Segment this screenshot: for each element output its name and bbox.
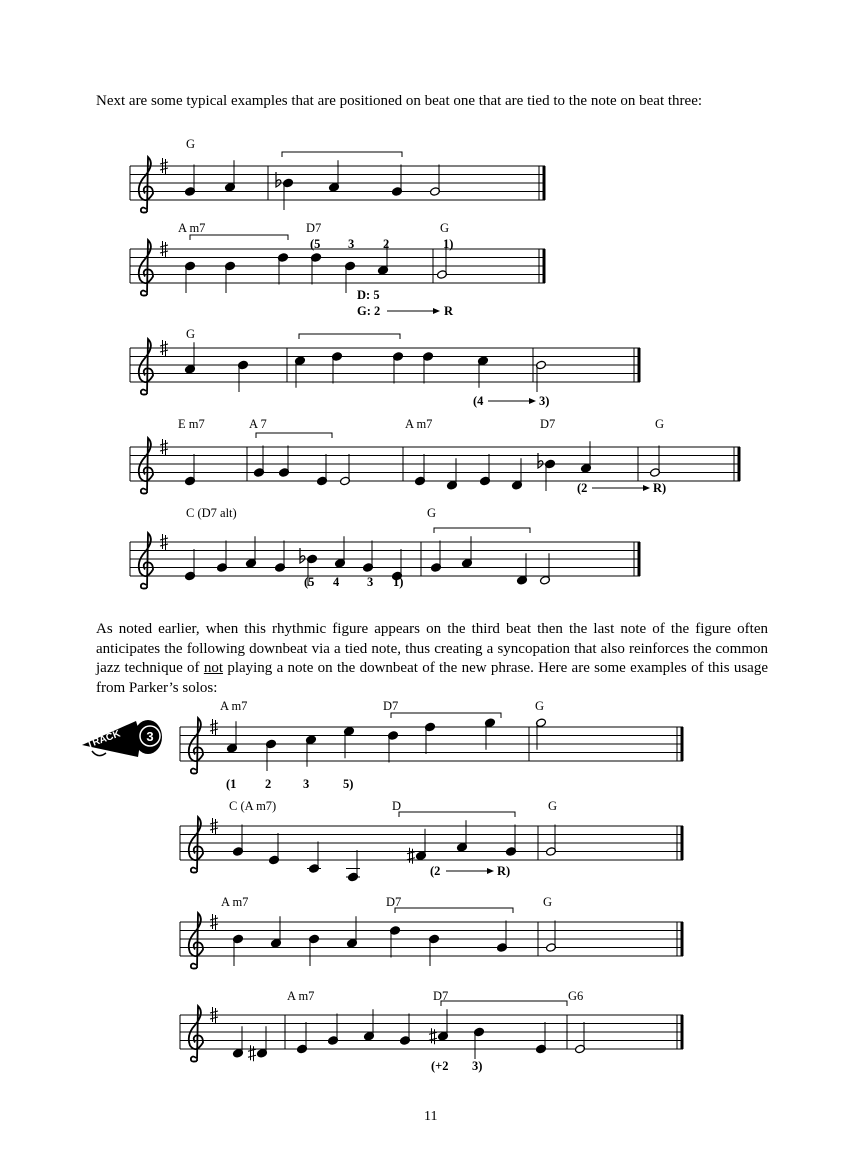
chord-symbol: D7 bbox=[386, 895, 402, 909]
interval-label: 3 bbox=[303, 777, 310, 791]
phrase-bracket bbox=[391, 713, 501, 718]
treble-clef-icon bbox=[139, 157, 153, 213]
chord-symbol: C (A m7) bbox=[229, 799, 277, 813]
interval-label: 5) bbox=[343, 777, 354, 791]
chord-symbol: G bbox=[186, 327, 196, 341]
interval-label: 3 bbox=[367, 575, 374, 589]
interval-label: R) bbox=[497, 864, 511, 878]
chord-symbol: G bbox=[186, 137, 196, 151]
chord-symbol: A 7 bbox=[249, 417, 267, 431]
treble-clef-icon bbox=[189, 817, 203, 873]
track-label: TRACK bbox=[85, 728, 122, 751]
paragraph-text: playing a note on the downbeat of the new phrase. Here are some examples of this usage from Parker’s solos: bbox=[96, 660, 768, 696]
phrase-bracket bbox=[299, 334, 400, 339]
chord-symbol: D7 bbox=[433, 989, 449, 1003]
treble-clef-icon bbox=[189, 1006, 203, 1062]
paragraph-emphasis: not bbox=[203, 660, 224, 676]
chord-symbol: G bbox=[543, 895, 553, 909]
chord-symbol: D7 bbox=[540, 417, 556, 431]
arrow-head-icon bbox=[643, 485, 650, 491]
arrow-head-icon bbox=[529, 398, 536, 404]
interval-label: 2 bbox=[265, 777, 272, 791]
treble-clef-icon bbox=[139, 339, 153, 395]
chord-symbol: G bbox=[440, 221, 450, 235]
treble-clef-icon bbox=[139, 438, 153, 494]
interval-label: (5 bbox=[304, 575, 315, 589]
interval-label: 1) bbox=[393, 575, 404, 589]
chord-symbol: A m7 bbox=[221, 895, 249, 909]
chord-symbol: G bbox=[535, 699, 545, 713]
chord-symbol: D bbox=[392, 799, 402, 813]
intro-text: Next are some typical examples that are positioned on beat one that are tied to the note on beat three: bbox=[96, 93, 703, 109]
interval-label: (2 bbox=[577, 481, 588, 495]
interval-label: D: 5 bbox=[357, 288, 380, 302]
track-megaphone-icon bbox=[80, 713, 164, 761]
chord-symbol: E m7 bbox=[178, 417, 205, 431]
chord-symbol: A m7 bbox=[287, 989, 315, 1003]
interval-label: 2 bbox=[383, 237, 390, 251]
interval-label: (+2 bbox=[431, 1059, 449, 1073]
interval-label: (5 bbox=[310, 237, 321, 251]
interval-label: (1 bbox=[226, 777, 237, 791]
chord-symbol: A m7 bbox=[220, 699, 248, 713]
interval-label: R) bbox=[653, 481, 667, 495]
phrase-bracket bbox=[282, 152, 402, 157]
phrase-bracket bbox=[395, 908, 513, 913]
chord-symbol: G6 bbox=[568, 989, 584, 1003]
interval-label: 4 bbox=[333, 575, 340, 589]
chord-symbol: D7 bbox=[306, 221, 322, 235]
body-paragraph bbox=[96, 620, 768, 698]
chord-symbol: G bbox=[655, 417, 665, 431]
phrase-bracket bbox=[434, 528, 530, 533]
interval-label: (4 bbox=[473, 394, 484, 408]
treble-clef-icon bbox=[189, 913, 203, 969]
arrow-head-icon bbox=[433, 308, 440, 314]
interval-label: 1) bbox=[443, 237, 454, 251]
chord-symbol: G bbox=[548, 799, 558, 813]
chord-symbol: A m7 bbox=[405, 417, 433, 431]
treble-clef-icon bbox=[139, 240, 153, 296]
sharp-icon bbox=[248, 1045, 256, 1061]
chord-symbol: C (D7 alt) bbox=[186, 506, 237, 520]
interval-label: 3) bbox=[539, 394, 550, 408]
page-number: 11 bbox=[424, 1109, 438, 1124]
interval-label: 3) bbox=[472, 1059, 483, 1073]
treble-clef-icon bbox=[189, 718, 203, 774]
phrase-bracket bbox=[190, 235, 288, 240]
phrase-bracket bbox=[256, 433, 332, 438]
chord-symbol: G bbox=[427, 506, 437, 520]
chord-symbol: A m7 bbox=[178, 221, 206, 235]
paragraph-text: As noted earlier, when this rhythmic figure appears on the third beat then the last note of the figure often anticipates the following downbeat via a tied note, thus creating a syncopation that also reinforces the common jazz technique of bbox=[96, 621, 768, 676]
arrow-head-icon bbox=[487, 868, 494, 874]
chord-symbol: D7 bbox=[383, 699, 399, 713]
sharp-icon bbox=[407, 848, 415, 864]
interval-label: 3 bbox=[348, 237, 355, 251]
interval-label: G: 2 bbox=[357, 304, 381, 318]
phrase-bracket bbox=[399, 812, 515, 817]
phrase-bracket bbox=[441, 1001, 567, 1006]
track-number: 3 bbox=[146, 729, 154, 744]
interval-label: R bbox=[444, 304, 454, 318]
treble-clef-icon bbox=[139, 533, 153, 589]
interval-label: (2 bbox=[430, 864, 441, 878]
sharp-icon bbox=[429, 1028, 437, 1044]
